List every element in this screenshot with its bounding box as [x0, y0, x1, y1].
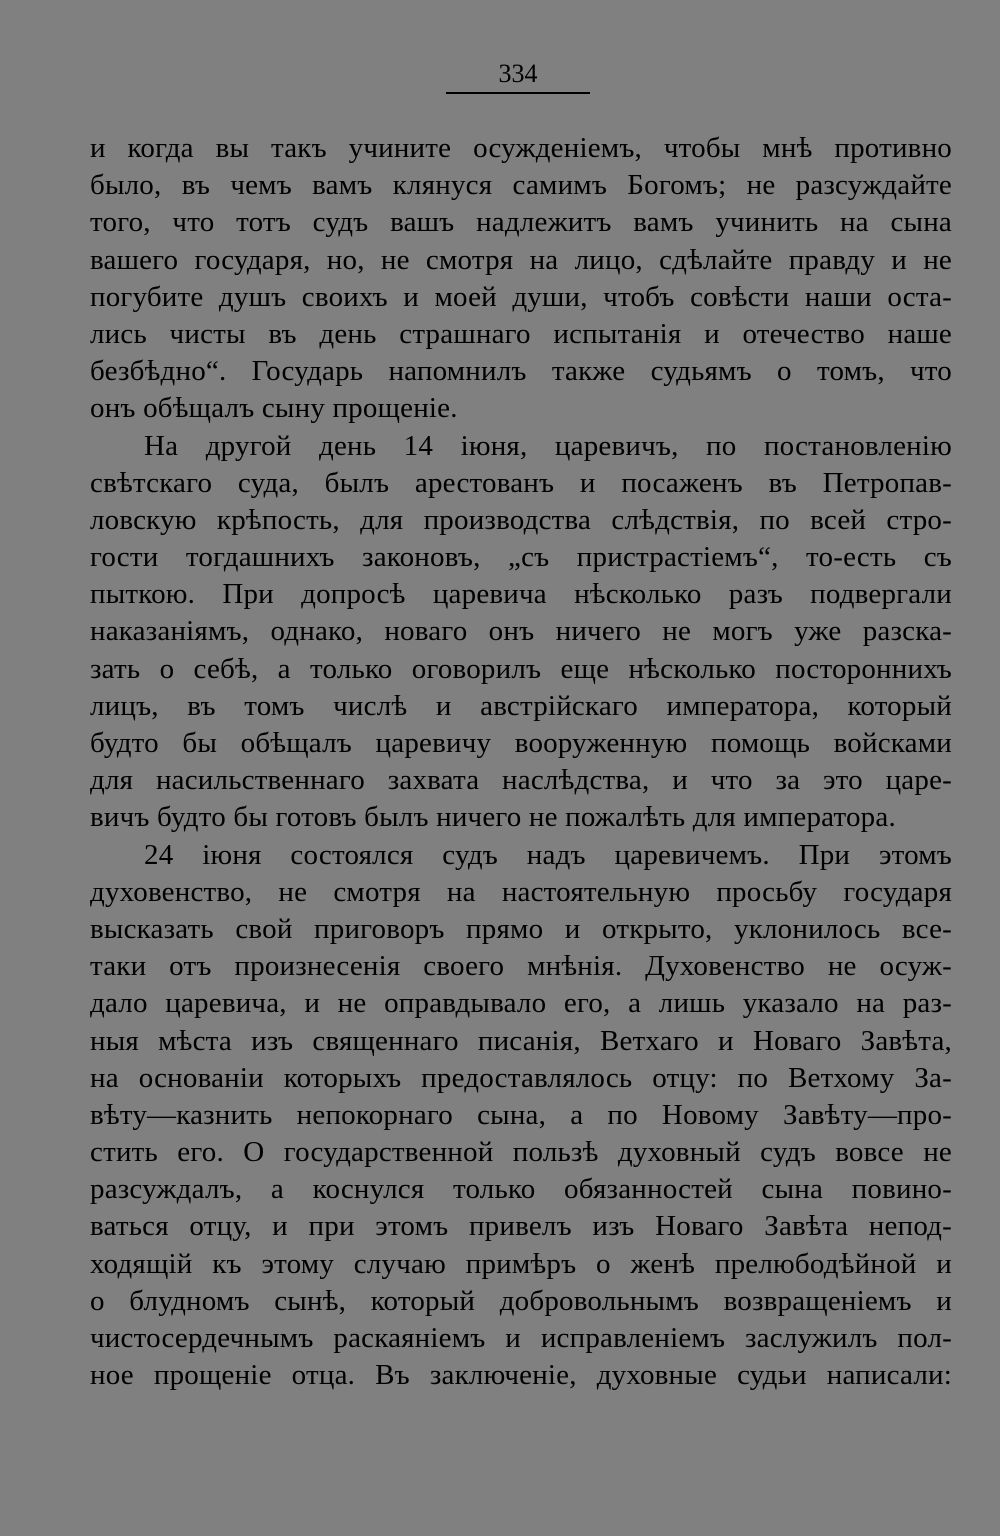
text-line: гости тогдашнихъ законовъ, „съ пристрастіемъ“, то-есть съ — [90, 541, 952, 574]
text-line: вѣту—казнить непокорнаго сына, а по Новому Завѣту—про- — [90, 1098, 952, 1131]
text-line: чистосердечнымъ раскаяніемъ и исправленіемъ заслужилъ пол- — [90, 1322, 952, 1354]
header-rule — [446, 92, 590, 94]
text-line: ваться отцу, и при этомъ привелъ изъ Новаго Завѣта непод- — [90, 1210, 952, 1243]
text-line: стить его. О государственной пользѣ духовный судъ вовсе не — [90, 1136, 952, 1169]
text-line: онъ обѣщалъ сыну прощеніе. — [90, 392, 458, 425]
text-line: разсуждалъ, а коснулся только обязанностей сына повино- — [90, 1173, 952, 1206]
text-line: пыткою. При допросѣ царевича нѣсколько разъ подвергали — [90, 578, 952, 611]
text-line: ловскую крѣпость, для производства слѣдствія, по всей стро- — [90, 503, 952, 536]
text-line: дало царевича, и не оправдывало его, а лишь указало на раз- — [90, 987, 952, 1020]
body-text — [90, 130, 952, 1394]
text-line: ныя мѣста изъ священнаго писанія, Ветхаго и Новаго Завѣта, — [90, 1024, 952, 1057]
text-line: и когда вы такъ учините осужденіемъ, чтобы мнѣ противно — [90, 132, 952, 164]
text-line: вашего государя, но, не смотря на лицо, сдѣлайте правду и не — [90, 243, 952, 276]
page-number: 334 — [498, 59, 538, 88]
text-line: зать о себѣ, а только оговорилъ еще нѣсколько постороннихъ — [90, 652, 952, 685]
text-line: На другой день 14 іюня, царевичъ, по постановленію — [144, 429, 952, 462]
text-line: свѣтскаго суда, былъ арестованъ и посаженъ въ Петропав- — [90, 466, 952, 499]
text-line: вичъ будто бы готовъ былъ ничего не пожалѣть для императора. — [90, 801, 896, 834]
text-line: 24 іюня состоялся судъ надъ царевичемъ. При этомъ — [144, 838, 952, 871]
text-line: на основаніи которыхъ предоставлялось отцу: по Ветхому За- — [90, 1061, 952, 1094]
text-line: ходящій къ этому случаю примѣръ о женѣ прелюбодѣйной и — [90, 1247, 952, 1280]
text-line: духовенство, не смотря на настоятельную просьбу государя — [90, 875, 952, 908]
text-line: безбѣдно“. Государь напомнилъ также судьямъ о томъ, что — [90, 355, 952, 388]
text-line: высказать свой приговоръ прямо и открыто, уклонилось все- — [90, 912, 952, 945]
text-line: того, что тотъ судъ вашъ надлежитъ вамъ учинить на сына — [90, 206, 952, 239]
text-line: таки отъ произнесенія своего мнѣнія. Духовенство не осуж- — [90, 950, 952, 983]
text-line: для насильственнаго захвата наслѣдства, и что за это царе- — [90, 764, 952, 797]
text-line: о блудномъ сынѣ, который добровольнымъ возвращеніемъ и — [90, 1284, 952, 1317]
text-line: наказаніямъ, однако, новаго онъ ничего не могъ уже разска- — [90, 615, 952, 648]
text-line: лицъ, въ томъ числѣ и австрійскаго императора, который — [90, 689, 952, 722]
text-line: было, въ чемъ вамъ клянуся самимъ Богомъ; не разсуждайте — [90, 169, 952, 202]
text-line: ное прощеніе отца. Въ заключеніе, духовные судьи написали: — [90, 1359, 952, 1392]
text-line: будто бы обѣщалъ царевичу вооруженную помощь войсками — [90, 727, 952, 759]
text-line: погубите душъ своихъ и моей души, чтобъ совѣсти наши оста- — [90, 280, 952, 313]
text-line: лись чисты въ день страшнаго испытанія и отечество наше — [90, 317, 952, 350]
